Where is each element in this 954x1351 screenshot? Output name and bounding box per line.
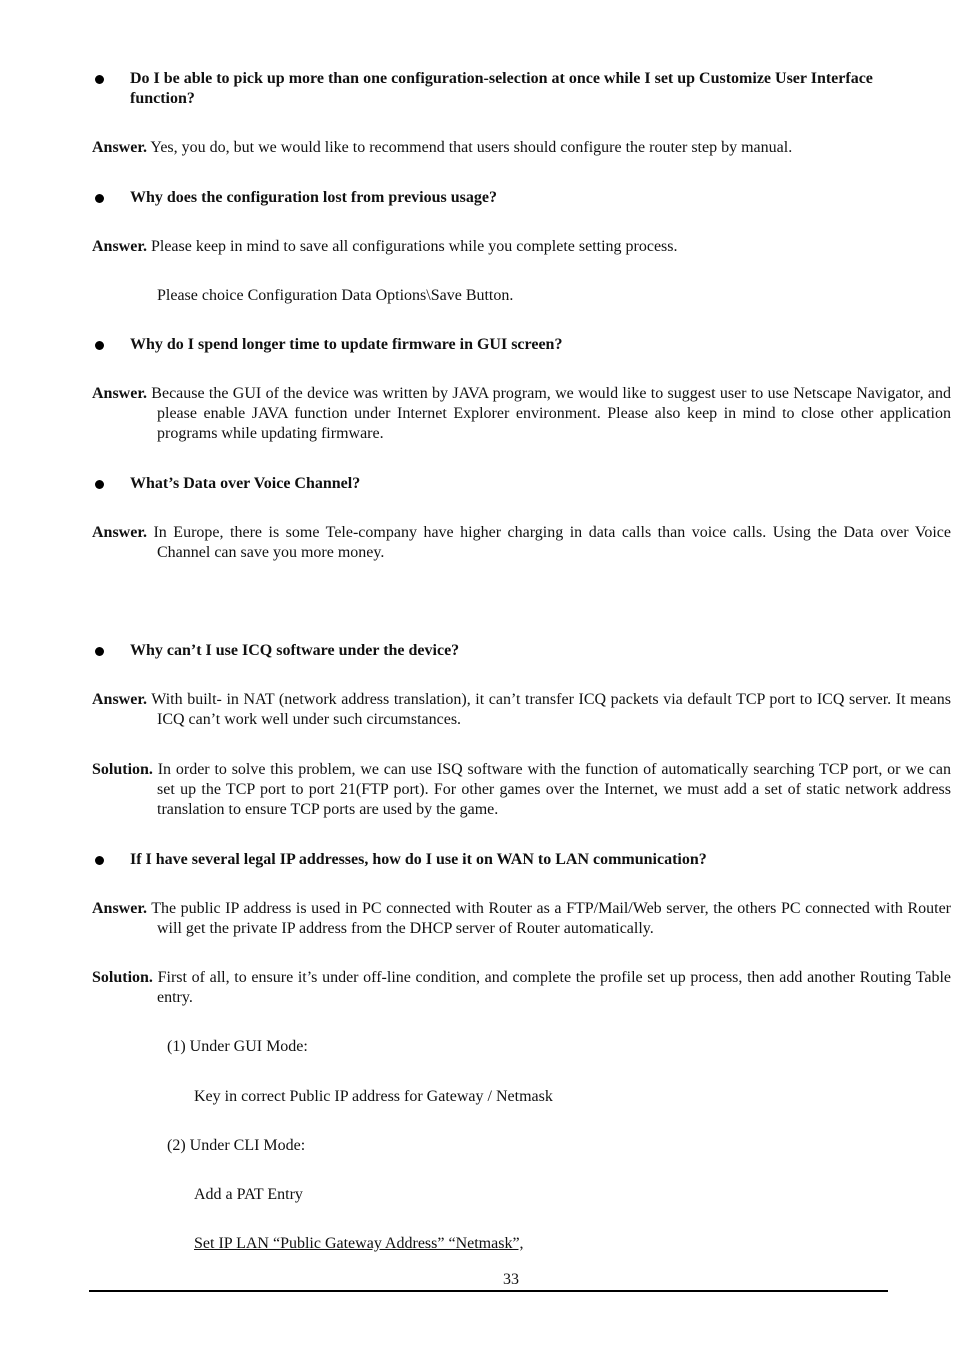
step-gui-mode: (1) Under GUI Mode: <box>167 1038 308 1055</box>
faq-answer-2 <box>92 237 951 257</box>
answer-text: Yes, you do, but we would like to recommend that users should configure the router step by manual. <box>146 139 793 156</box>
step-cli-detail: Add a PAT Entry <box>194 1186 303 1203</box>
bullet-icon <box>95 75 104 84</box>
bullet-icon <box>95 194 104 203</box>
answer-label: Answer. <box>92 139 147 156</box>
bullet-icon <box>95 341 104 350</box>
step-gui-detail: Key in correct Public IP address for Gateway / Netmask <box>194 1088 553 1105</box>
answer-label: Answer. <box>92 900 147 917</box>
faq-question-3: Why do I spend longer time to update firmware in GUI screen? <box>92 335 886 355</box>
faq-question-1: Do I be able to pick up more than one configuration-selection at once while I set up Customize User Interface function? <box>92 69 886 109</box>
faq-answer-1 <box>92 138 951 158</box>
answer-text: In Europe, there is some Tele-company have higher charging in data calls than voice calls. Using the Data over Voice Channel can save you more money. <box>146 524 951 561</box>
answer-label: Answer. <box>92 524 147 541</box>
step-cli-command: Set IP LAN “Public Gateway Address” “Netmask”, <box>194 1235 524 1252</box>
faq-answer-6 <box>92 899 951 939</box>
faq-question-2: Why does the configuration lost from previous usage? <box>92 188 886 208</box>
answer-text: The public IP address is used in PC connected with Router as a FTP/Mail/Web server, the others PC connected with Router will get the private IP address from the DHCP server of Router automatically. <box>146 900 951 937</box>
faq-note-2: Please choice Configuration Data Options\Save Button. <box>157 287 514 304</box>
bullet-icon <box>95 856 104 865</box>
footer-rule <box>89 1290 888 1292</box>
step-cli-mode: (2) Under CLI Mode: <box>167 1137 306 1154</box>
solution-text: In order to solve this problem, we can use ISQ software with the function of automatically searching TCP port, or we can set up the TCP port to port 21(FTP port). For other games over the Internet, we must add a set of static network address translation to ensure TCP ports are used by the game. <box>152 761 951 818</box>
page-number: 33 <box>503 1271 519 1288</box>
bullet-icon <box>95 647 104 656</box>
solution-label: Solution. <box>92 761 153 778</box>
bullet-icon <box>95 480 104 489</box>
answer-text: Please keep in mind to save all configurations while you complete setting process. <box>146 238 678 255</box>
faq-answer-5 <box>92 690 951 730</box>
faq-solution-5 <box>92 760 951 820</box>
faq-question-5: Why can’t I use ICQ software under the device? <box>92 641 886 661</box>
answer-label: Answer. <box>92 385 147 402</box>
answer-label: Answer. <box>92 238 147 255</box>
faq-question-4: What’s Data over Voice Channel? <box>92 474 886 494</box>
faq-answer-4 <box>92 523 951 563</box>
solution-label: Solution. <box>92 969 153 986</box>
answer-text: With built- in NAT (network address translation), it can’t transfer ICQ packets via default TCP port to ICQ server. It means ICQ can’t work well under such circumstances. <box>146 691 951 728</box>
faq-solution-6 <box>92 968 951 1008</box>
faq-answer-3 <box>92 384 951 444</box>
answer-text: Because the GUI of the device was written by JAVA program, we would like to suggest user to use Netscape Navigator, and please enable JAVA function under Internet Explorer environment. Please also keep in mind to close other application programs while updating firmware. <box>146 385 951 442</box>
solution-text: First of all, to ensure it’s under off-line condition, and complete the profile set up process, then add another Routing Table entry. <box>152 969 951 1006</box>
answer-label: Answer. <box>92 691 147 708</box>
faq-question-6: If I have several legal IP addresses, how do I use it on WAN to LAN communication? <box>92 850 886 870</box>
